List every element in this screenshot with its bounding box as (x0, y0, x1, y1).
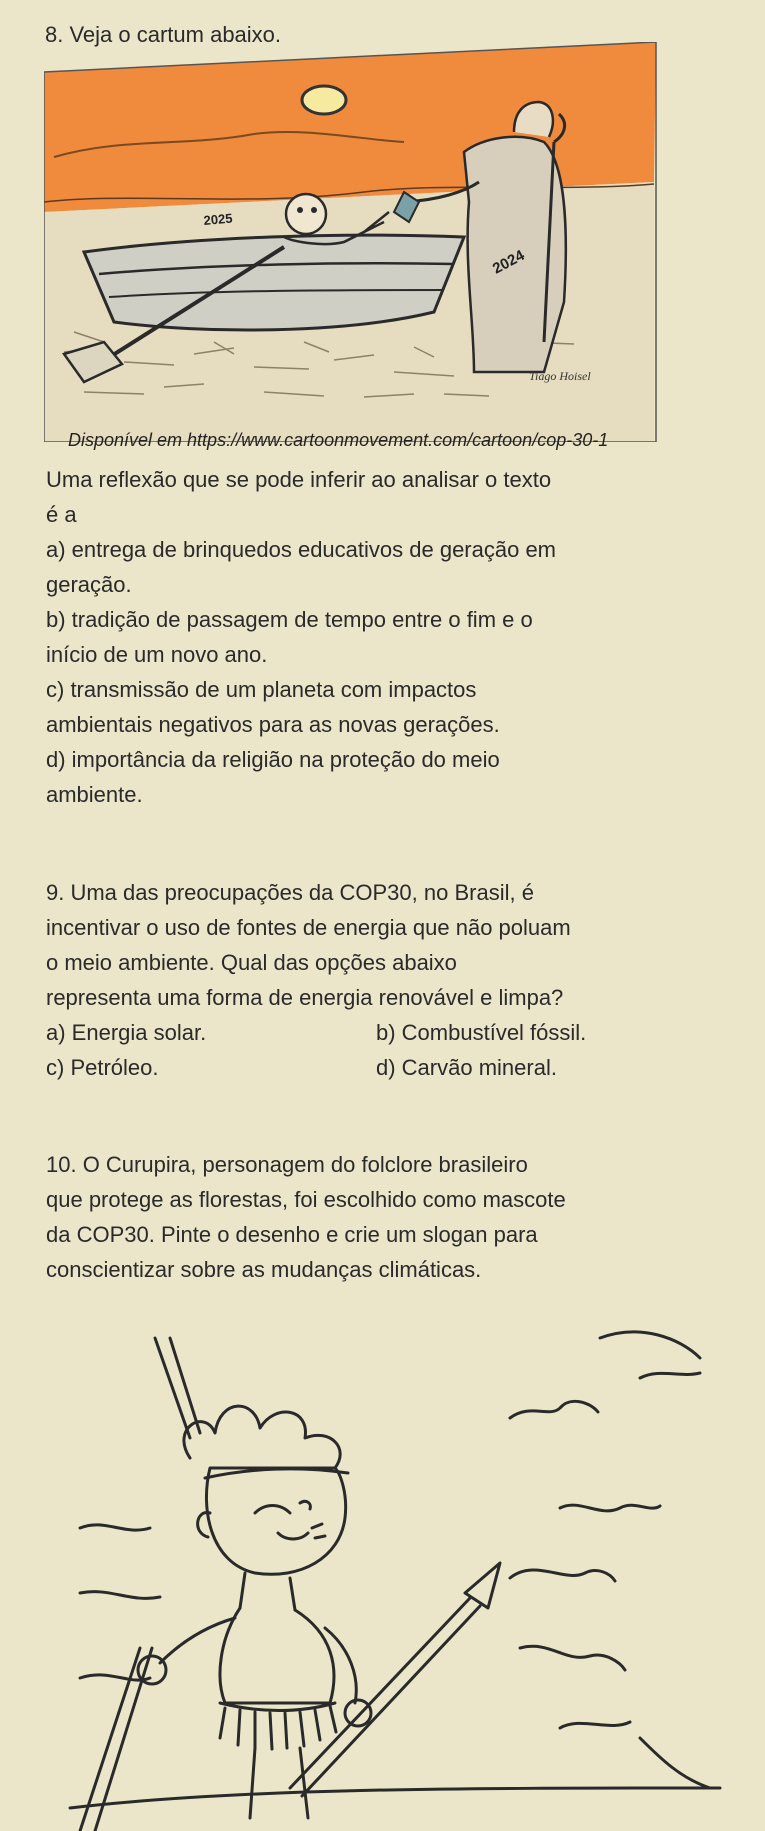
spear-tip (465, 1563, 500, 1608)
option-8a-line1: a) entrega de brinquedos educativos de geração em (46, 537, 557, 562)
question-9-line1: 9. Uma das preocupações da COP30, no Brasil, é (46, 880, 534, 905)
question-10-body (46, 1147, 726, 1287)
question-8-body (46, 462, 726, 812)
option-9a: a) Energia solar. (46, 1020, 207, 1045)
question-9-line3: o meio ambiente. Qual das opções abaixo (46, 950, 457, 975)
boat-hull (84, 235, 464, 330)
question-9-options-row2 (46, 1050, 716, 1085)
cartoon-illustration (44, 42, 694, 442)
option-8d-line2: ambiente. (46, 782, 143, 807)
sun-shape (302, 86, 346, 114)
option-9c: c) Petróleo. (46, 1055, 159, 1080)
question-9-line4: representa uma forma de energia renovável e limpa? (46, 985, 564, 1010)
curupira-coloring-drawing (40, 1318, 730, 1831)
option-8d-line1: d) importância da religião na proteção do meio (46, 747, 500, 772)
headband (205, 1469, 348, 1478)
option-8b-line1: b) tradição de passagem de tempo entre o fim e o (46, 607, 533, 632)
year-new-label: 2025 (202, 210, 234, 228)
question-8-prompt-line1: Uma reflexão que se pode inferir ao analisar o texto (46, 467, 552, 492)
option-8b-line2: início de um novo ano. (46, 642, 268, 667)
option-8a-line2: geração. (46, 572, 132, 597)
head-outline (206, 1468, 345, 1574)
question-9-body (46, 875, 726, 1085)
year-old-label: 2024 (489, 246, 528, 278)
cartoon-source-caption: Disponível em https://www.cartoonmovement.com/cartoon/cop-30-1 (68, 430, 609, 450)
option-9d: d) Carvão mineral. (376, 1055, 557, 1080)
question-10-line4: conscientizar sobre as mudanças climáticas. (46, 1257, 482, 1282)
cartoonist-signature: Tiago Hoisel (529, 369, 591, 383)
question-10-line3: da COP30. Pinte o desenho e crie um slogan para (46, 1222, 538, 1247)
option-9b: b) Combustível fóssil. (376, 1020, 587, 1045)
option-8c-line1: c) transmissão de um planeta com impactos (46, 677, 477, 702)
question-9-options-row1 (46, 1015, 716, 1050)
question-10-line2: que protege as florestas, foi escolhido como mascote (46, 1187, 566, 1212)
option-8c-line2: ambientais negativos para as novas gerações. (46, 712, 500, 737)
hair-outline (184, 1406, 340, 1468)
question-9-line2: incentivar o uso de fontes de energia que não poluam (46, 915, 571, 940)
baby-head (286, 194, 326, 234)
question-8-heading: 8. Veja o cartum abaixo. (45, 22, 282, 47)
question-8-prompt-line2: é a (46, 502, 77, 527)
question-10-line1: 10. O Curupira, personagem do folclore brasileiro (46, 1152, 528, 1177)
